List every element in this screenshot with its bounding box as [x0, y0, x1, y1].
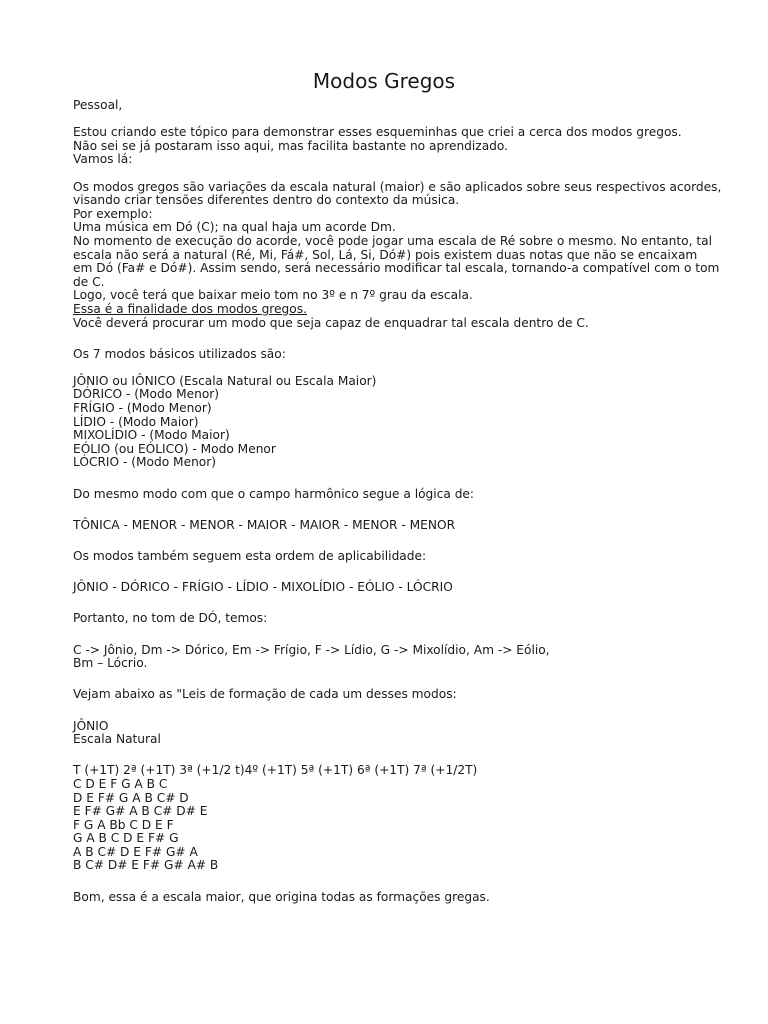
mode-item: EÓLIO (ou EÓLICO) - Modo Menor — [73, 441, 276, 456]
mode-item: LÍDIO - (Modo Maior) — [73, 414, 199, 429]
scale-line: G A B C D E F# G — [73, 831, 179, 846]
leis-intro: Vejam abaixo as "Leis de formação de cada um desses modos: — [73, 687, 457, 702]
explanation-line: escala não será a natural (Ré, Mi, Fá#, Sol, Lá, Si, Dó#) pois existem duas notas que não se encaixam — [73, 247, 698, 262]
ordem-intro: Os modos também seguem esta ordem de aplicabilidade: — [73, 549, 427, 563]
explanation-line: Os modos gregos são variações da escala natural (maior) e são aplicados sobre seus respectivos acordes, — [73, 179, 722, 194]
mode-item: JÔNIO ou IÔNICO (Escala Natural ou Escala Maior) — [73, 373, 377, 388]
scale-line: C D E F G A B C — [73, 776, 168, 791]
finalidade-underlined: Essa é a finalidade dos modos gregos. — [73, 301, 307, 316]
page-title: Modos Gregos — [312, 69, 456, 93]
modes-intro: Os 7 modos básicos utilizados são: — [73, 346, 286, 361]
explanation-line: Logo, você terá que baixar meio tom no 3º e n 7º grau da escala. — [73, 288, 473, 303]
explanation-line: visando criar tensões diferentes dentro do contexto da música. — [73, 193, 460, 208]
scale-line: E F# G# A B C# D# E — [73, 804, 208, 819]
formula-line: T (+1T) 2ª (+1T) 3ª (+1/2 t)4º (+1T) 5ª (+1T) 6ª (+1T) 7ª (+1/2T) — [73, 763, 478, 778]
jonio-subtitle: Escala Natural — [73, 732, 161, 747]
scale-line: B C# D# E F# G# A# B — [73, 858, 219, 873]
explanation-paragraph — [73, 179, 722, 331]
intro-line: Vamos lá: — [73, 152, 133, 167]
intro-line: Não sei se já postaram isso aqui, mas facilita bastante no aprendizado. — [73, 138, 509, 153]
explanation-line: de C. — [73, 274, 105, 289]
jonio-title: JÔNIO — [73, 718, 109, 733]
closing-line: Bom, essa é a escala maior, que origina todas as formações gregas. — [73, 889, 490, 904]
mode-item: FRÍGIO - (Modo Menor) — [73, 401, 212, 416]
explanation-line: em Dó (Fa# e Dó#). Assim sendo, será necessário modificar tal escala, tornando-a compatível com o tom — [73, 261, 720, 276]
mode-item: DÓRICO - (Modo Menor) — [73, 387, 220, 402]
mode-item: MIXOLÍDIO - (Modo Maior) — [73, 428, 230, 443]
explanation-line: Uma música em Dó (C); na qual haja um acorde Dm. — [73, 220, 396, 235]
intro-paragraph — [73, 126, 713, 167]
mode-item: LÓCRIO - (Modo Menor) — [73, 455, 217, 470]
campo-intro: Do mesmo modo com que o campo harmônico segue a lógica de: — [73, 486, 475, 501]
tom-mapping-line: Bm – Lócrio. — [73, 656, 148, 671]
explanation-line: No momento de execução do acorde, você pode jogar uma escala de Ré sobre o mesmo. No entanto, tal — [73, 233, 712, 248]
scale-line: A B C# D E F# G# A — [73, 844, 198, 859]
scale-line: F G A Bb C D E F — [73, 817, 174, 832]
tom-intro: Portanto, no tom de DÓ, temos: — [73, 611, 268, 626]
scales-list — [73, 778, 713, 873]
intro-line: Estou criando este tópico para demonstrar esses esqueminhas que criei a cerca dos modos gregos. — [73, 125, 682, 140]
explanation-line: Por exemplo: — [73, 206, 153, 221]
greeting: Pessoal, — [73, 98, 123, 112]
scale-line: D E F# G A B C# D — [73, 790, 189, 805]
tom-mapping-line: C -> Jônio, Dm -> Dórico, Em -> Frígio, F -> Lídio, G -> Mixolídio, Am -> Eólio, — [73, 642, 550, 657]
procurar-line: Você deverá procurar um modo que seja capaz de enquadrar tal escala dentro de C. — [73, 315, 589, 330]
ordem-sequence: JÔNIO - DÓRICO - FRÍGIO - LÍDIO - MIXOLÍDIO - EÓLIO - LÓCRIO — [73, 580, 453, 595]
document-body — [73, 98, 722, 904]
modes-list — [73, 375, 713, 470]
campo-sequence: TÔNICA - MENOR - MENOR - MAIOR - MAIOR - MENOR - MENOR — [73, 517, 456, 532]
